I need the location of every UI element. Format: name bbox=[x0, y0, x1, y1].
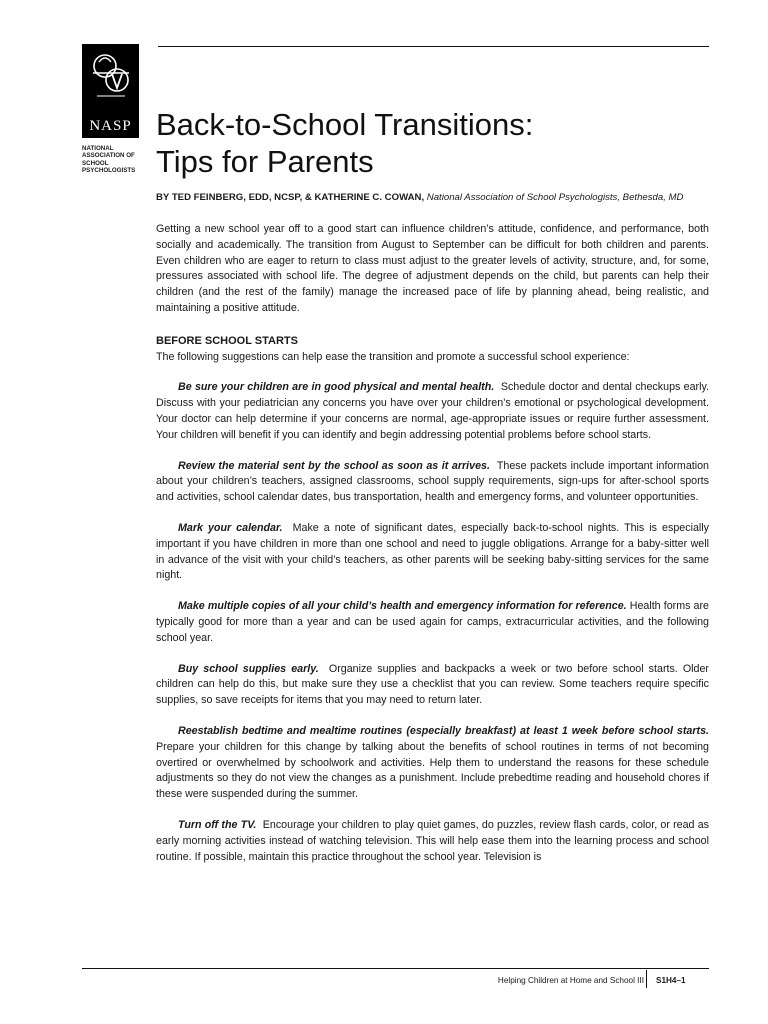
tip-body: These packets include important information about your children’s teachers, assigned classrooms, school supply requirements, sign-ups for after-school sports and activities, school calendar dates, bus transportation, health and emergency forms, and volunteer opportunities. bbox=[156, 459, 709, 504]
byline-authors: BY TED FEINBERG, EDD, NCSP, & KATHERINE C. COWAN, bbox=[156, 192, 425, 203]
tip-body: Health forms are typically good for more than a year and can be used again for camps, extracurricular activities, and the following school year. bbox=[156, 600, 709, 644]
title-line: Tips for Parents bbox=[156, 144, 374, 179]
tip-lead: Turn off the TV. bbox=[178, 818, 257, 831]
footer-rule bbox=[82, 968, 709, 969]
tip-body: Schedule doctor and dental checkups early. Discuss with your pediatrician any concerns you have over your children’s emotional or psychological development. Your doctor can help determine if your concerns are normal, age-appropriate issues or require further assessment. Your children will benefit if you can identify and begin addressing potential problems before school starts. bbox=[156, 381, 709, 441]
top-rule bbox=[158, 46, 709, 47]
tip-body: Prepare your children for this change by talking about the benefits of school routines in terms of not becoming overtired or overwhelmed by schoolwork and activities. Help them to understand the reasons for these schedule adjustments so they do not view the changes as a punishment. Include prebedtime reading and household chores if these were suspended during the summer. bbox=[156, 740, 709, 801]
tip-paragraph bbox=[156, 521, 709, 584]
tip-lead: Buy school supplies early. bbox=[178, 662, 319, 675]
page-title bbox=[156, 106, 533, 180]
section-heading: BEFORE SCHOOL STARTS bbox=[156, 334, 298, 347]
footer-series: Helping Children at Home and School III bbox=[497, 976, 644, 985]
tip-lead: Review the material sent by the school as soon as it arrives. bbox=[178, 459, 490, 472]
tip-body: Encourage your children to play quiet games, do puzzles, review flash cards, color, or read as early morning activities instead of watching television. This will help ease them into the learning process and school routine. If possible, maintain this practice throughout the school year. Television is bbox=[156, 818, 709, 863]
org-name-line: NATIONAL bbox=[82, 145, 114, 152]
title-line: Back-to-School Transitions: bbox=[156, 107, 534, 142]
tip-paragraph bbox=[156, 459, 709, 506]
nasp-logo bbox=[82, 44, 139, 138]
tip-paragraph bbox=[156, 599, 709, 646]
tip-lead: Make multiple copies of all your child’s health and emergency information for reference. bbox=[178, 600, 627, 613]
org-name-line: ASSOCIATION OF bbox=[82, 152, 135, 160]
section-intro: The following suggestions can help ease the transition and promote a successful school experience: bbox=[156, 350, 630, 363]
tip-paragraph bbox=[156, 724, 709, 803]
org-name bbox=[82, 145, 152, 174]
tip-body: Organize supplies and backpacks a week or two before school starts. Older children can help do this, but make sure they use a checklist that you can review. Some teachers require specific supplies, so save receipts for items that you may need to return later. bbox=[156, 662, 709, 707]
tip-paragraph bbox=[156, 818, 709, 865]
byline-affiliation: National Association of School Psychologists, Bethesda, MD bbox=[426, 192, 684, 203]
org-name-line: SCHOOL bbox=[82, 159, 109, 167]
tip-paragraph bbox=[156, 380, 709, 443]
tip-paragraph bbox=[156, 662, 709, 709]
logo-letters: NASP bbox=[89, 118, 132, 134]
tip-body: Make a note of significant dates, especially back-to-school nights. This is especially important if you have children in more than one school and need to juggle obligations. Arrange for a baby-sitter well in advance of the visit with your child’s teachers, as other parents will be seeking baby-sitting services for the same night. bbox=[156, 521, 709, 582]
byline bbox=[156, 192, 716, 204]
footer-page-code: S1H4–1 bbox=[656, 976, 686, 985]
nasp-emblem-icon bbox=[89, 50, 133, 102]
tip-lead: Be sure your children are in good physical and mental health. bbox=[178, 381, 495, 394]
org-name-line: PSYCHOLOGISTS bbox=[82, 166, 136, 174]
intro-paragraph: Getting a new school year off to a good start can influence children’s attitude, confidence, and performance, both socially and academically. The transition from August to September can be difficult for both children and parents. Even children who are eager to return to class must adjust to the greater levels of activity, structure, and, for some, pressures associated with school life. The degree of adjustment depends on the child, but parents can help their children (and the rest of the family) manage the increased pace of life by planning ahead, being realistic, and maintaining a positive attitude. bbox=[156, 223, 709, 314]
tip-lead: Reestablish bedtime and mealtime routines (especially breakfast) at least 1 week before school starts. bbox=[178, 724, 709, 737]
footer-separator bbox=[646, 970, 647, 988]
article-body bbox=[156, 222, 709, 865]
tip-lead: Mark your calendar. bbox=[178, 521, 283, 534]
